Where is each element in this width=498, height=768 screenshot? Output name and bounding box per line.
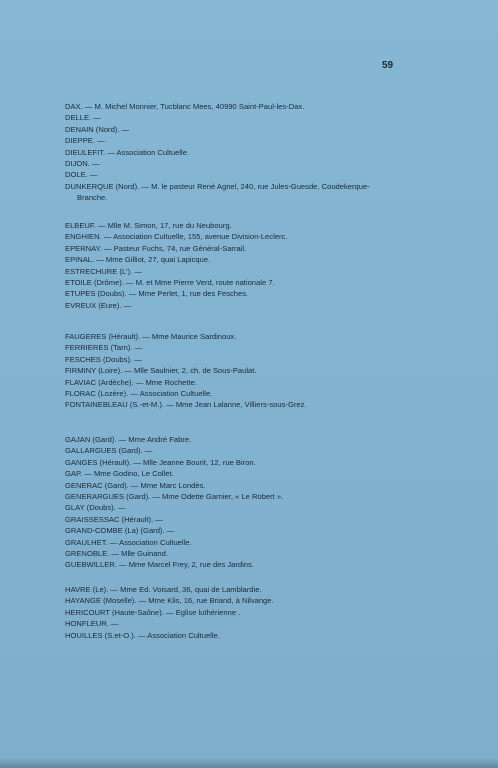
section-h [65, 584, 445, 641]
entry-line: FAUGERES (Hérault). — Mme Maurice Sardinoux. [65, 332, 237, 341]
entry-line: FLORAC (Lozère). — Association Cultuelle. [65, 389, 213, 399]
entry-line: GRAISSESSAC (Hérault). — [65, 514, 163, 524]
entry-line: GAJAN (Gard). — Mme André Fabre. [65, 435, 192, 444]
entry-line: EVREUX (Eure). — [65, 300, 132, 310]
entry-line: DUNKERQUE (Nord). — M. le pasteur René Agnel, 240, rue Jules-Guesde, Coudekerque- [65, 181, 370, 191]
section-e [65, 220, 445, 311]
entry-line: HONFLEUR. — [65, 619, 119, 629]
entry-line: ESTRECHURE (L'). — [65, 266, 142, 276]
entry-line: FLAVIAC (Ardèche). — Mme Rochette. [65, 377, 197, 387]
entry-line: HAYANGE (Moselle). — Mme Klis, 16, rue Briand, à Nilvange. [65, 596, 274, 606]
entry-line: DIEULEFIT. — Association Cultuelle. [65, 147, 190, 157]
entry-line: FIRMINY (Loire). — Mlle Saulnier, 2, ch. de Sous-Paulat. [65, 366, 257, 376]
entry-line: GUEBWILLER. — Mme Marcel Frey, 2, rue des Jardins. [65, 560, 254, 570]
entry-line: GAP. — Mme Godino, Le Collet. [65, 469, 174, 479]
entry-line: DIJON. — [65, 159, 100, 169]
entry-line: GRAULHET. — Association Cultuelle. [65, 537, 192, 547]
entry-line: ELBEUF. — Mlle M. Simon, 17, rue du Neubourg. [65, 221, 232, 230]
entry-line: GALLARGUES (Gard). — [65, 446, 153, 456]
entry-line: DOLE. — [65, 170, 98, 180]
section-g [65, 434, 445, 571]
entry-line: DAX. — M. Michel Monnier, Tucblanc Mees, 40990 Saint-Paul-les-Dax. [65, 102, 305, 111]
entry-line: ENGHIEN. — Association Cultuelle, 155, avenue Division-Leclerc. [65, 232, 288, 242]
entry-line: GANGES (Hérault). — Mlle Jeanne Bourit, 12, rue Biron. [65, 457, 256, 467]
page-bottom-shadow [0, 758, 498, 768]
entry-line: FESCHES (Doubs). — [65, 354, 142, 364]
entry-line: EPINAL. — Mme Gilliot, 27, quai Lapicque. [65, 255, 211, 265]
entry-line: HERICOURT (Haute-Saône). — Eglise luthérienne . [65, 607, 241, 617]
entry-line: EPERNAY. — Pasteur Fuchs, 74, rue Général-Sarrail. [65, 243, 247, 253]
section-d [65, 101, 445, 204]
entry-line: DELLE. — [65, 113, 101, 123]
entry-line-continuation: Branche. [77, 193, 108, 203]
entry-line: HOUILLES (S.et-O.). — Association Cultuelle. [65, 630, 220, 640]
entry-line: ETUPES (Doubs). — Mme Perlet, 1, rue des Fesches. [65, 289, 249, 299]
entry-line: ETOILE (Drôme). — M. et Mme Pierre Verd, route nationale 7. [65, 278, 275, 288]
entry-line: GENERAC (Gard). — Mme Marc Londès. [65, 480, 206, 490]
entry-line: GRENOBLE. — Mlle Guinand. [65, 549, 168, 559]
section-f [65, 331, 445, 411]
entry-line: DENAIN (Nord). — [65, 124, 130, 134]
entry-line: HAVRE (Le). — Mme Ed. Voisard, 36, quai de Lamblardie. [65, 585, 262, 594]
entry-line: FONTAINEBLEAU (S.-et-M.). — Mme Jean Lalanne, Villiers-sous-Grez. [65, 400, 307, 410]
entry-line: GENERARGUES (Gard). — Mme Odette Garnier, « Le Robert ». [65, 492, 284, 502]
page-number: 59 [382, 60, 394, 71]
entry-line: FERRIERES (Tarn). — [65, 343, 143, 353]
entry-line: DIEPPE. — [65, 136, 105, 146]
entry-line: GRAND-COMBE (La) (Gard). — [65, 526, 175, 536]
entry-line: GLAY (Doubs). — [65, 503, 126, 513]
